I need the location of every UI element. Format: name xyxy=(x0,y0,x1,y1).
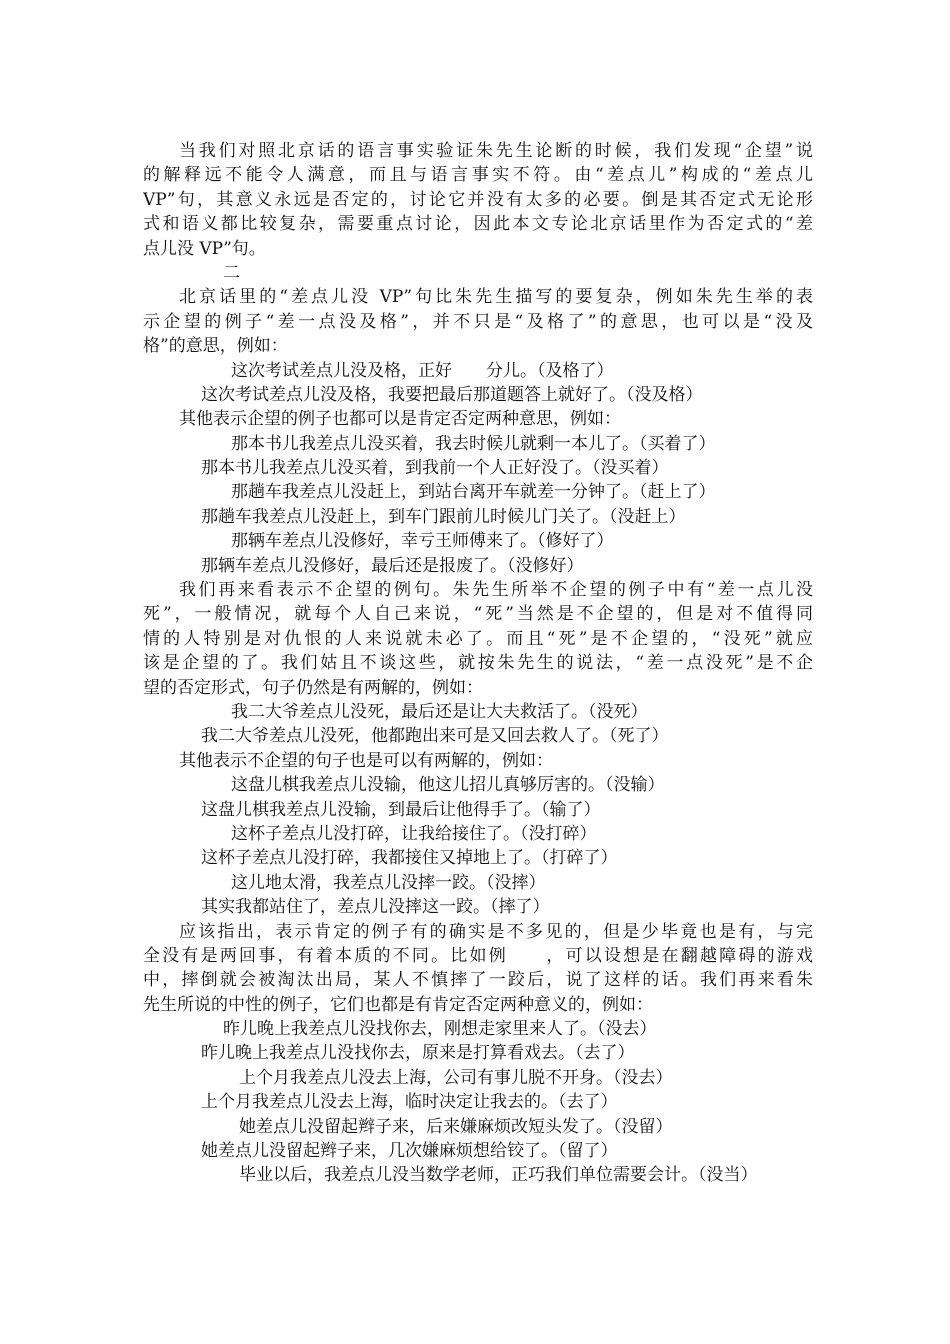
paragraph-line: 全没有是两回事，有着本质的不同。比如例 ，可以设想是在翻越障碍的游戏 xyxy=(143,945,813,966)
example-line: 这次考试差点儿没及格，正好 分儿。（及格了） xyxy=(231,360,614,381)
example-line: 这杯子差点儿没打碎，让我给接住了。（没打碎） xyxy=(231,823,597,844)
paragraph-line: 先生所说的中性的例子，它们也都是有肯定否定两种意义的，例如： xyxy=(143,994,653,1015)
example-line: 昨儿晚上我差点儿没找你去，刚想走家里来人了。（没去） xyxy=(223,1019,657,1040)
paragraph-line: 北京话里的“差点儿没 VP”句比朱先生描写的要复杂，例如朱先生举的表 xyxy=(179,287,813,308)
section-number: 二 xyxy=(223,262,240,283)
example-line: 她差点儿没留起辫子来，几次嫌麻烦想给铰了。（留了） xyxy=(201,1141,618,1162)
paragraph-line: 其他表示企望的例子也都可以是肯定否定两种意思，例如： xyxy=(179,409,621,430)
example-line: 我二大爷差点儿没死，他都跑出来可是又回去救人了。（死了） xyxy=(201,726,669,747)
example-line: 上个月我差点儿没去上海，临时决定让我去的。（去了） xyxy=(201,1092,618,1113)
paragraph-line: 格”的意思，例如： xyxy=(143,336,288,357)
paragraph-line: 的解释远不能令人满意，而且与语言事实不符。由“差点儿”构成的“差点儿 xyxy=(143,165,813,186)
example-line: 这盘儿棋我差点儿没输，到最后让他得手了。（输了） xyxy=(201,799,601,820)
example-line: 那趟车我差点儿没赶上，到车门跟前儿时候儿门关了。（没赶上） xyxy=(201,506,686,527)
paragraph-line: 式和语义都比较复杂，需要重点讨论，因此本文专论北京话里作为否定式的“差 xyxy=(143,214,813,235)
example-line: 上个月我差点儿没去上海，公司有事儿脱不开身。（没去） xyxy=(239,1067,673,1088)
example-line: 那辆车差点儿没修好，最后还是报废了。（没修好） xyxy=(201,555,584,576)
example-line: 那本书儿我差点儿没买着，到我前一个人正好没了。（没买着） xyxy=(201,458,669,479)
paragraph-line: 我们再来看表示不企望的例句。朱先生所举不企望的例子中有“差一点儿没 xyxy=(179,580,813,601)
paragraph-line: 死”，一般情况，就每个人自己来说，“死”当然是不企望的，但是对不值得同 xyxy=(143,604,813,625)
paragraph-line: 该是企望的了。我们姑且不谈这些，就按朱先生的说法，“差一点没死”是不企 xyxy=(143,653,813,674)
paragraph-line: VP”句，其意义永远是否定的，讨论它并没有太多的必要。倒是其否定式无论形 xyxy=(143,189,813,210)
paragraph-line: 情的人特别是对仇恨的人来说就未必了。而且“死”是不企望的，“没死”就应 xyxy=(143,628,813,649)
example-line: 她差点儿没留起辫子来，后来嫌麻烦改短头发了。（没留） xyxy=(239,1116,673,1137)
example-line: 这杯子差点儿没打碎，我都接住又掉地上了。（打碎了） xyxy=(201,848,618,869)
example-line: 这次考试差点儿没及格，我要把最后那道题答上就好了。（没及格） xyxy=(201,384,703,405)
example-line: 那趟车我差点儿没赶上，到站台离开车就差一分钟了。（赶上了） xyxy=(231,482,716,503)
paragraph-line: 应该指出，表示肯定的例子有的确实是不多见的，但是少毕竟也是有，与完 xyxy=(179,921,813,942)
example-line: 我二大爷差点儿没死，最后还是让大夫救活了。（没死） xyxy=(231,701,648,722)
paragraph-line: 望的否定形式，句子仍然是有两解的，例如： xyxy=(143,677,483,698)
paragraph-line: 示企望的例子“差一点没及格”，并不只是“及格了”的意思，也可以是“没及 xyxy=(143,311,813,332)
paragraph-line: 当我们对照北京话的语言事实验证朱先生论断的时候，我们发现“企望”说 xyxy=(179,141,813,161)
example-line: 昨儿晚上我差点儿没找你去，原来是打算看戏去。（去了） xyxy=(201,1043,635,1064)
example-line: 毕业以后，我差点儿没当数学老师，正巧我们单位需要会计。（没当） xyxy=(239,1165,758,1186)
paragraph-line: 其他表示不企望的句子也是可以有两解的，例如： xyxy=(179,750,553,771)
example-line: 这盘儿棋我差点儿没输，他这儿招儿真够厉害的。（没输） xyxy=(231,775,665,796)
example-line: 其实我都站住了，差点儿没摔这一跤。（摔了） xyxy=(201,897,550,918)
document-body xyxy=(143,139,813,1188)
paragraph-line: 中，摔倒就会被淘汰出局，某人不慎摔了一跤后，说了这样的话。我们再来看朱 xyxy=(143,970,813,991)
example-line: 那本书儿我差点儿没买着，我去时候儿就剩一本儿了。（买着了） xyxy=(231,433,716,454)
example-line: 这儿地太滑，我差点儿没摔一跤。（没摔） xyxy=(231,872,546,893)
example-line: 那辆车差点儿没修好，幸亏王师傅来了。（修好了） xyxy=(231,531,614,552)
paragraph-line: 点儿没 VP”句。 xyxy=(143,238,266,259)
